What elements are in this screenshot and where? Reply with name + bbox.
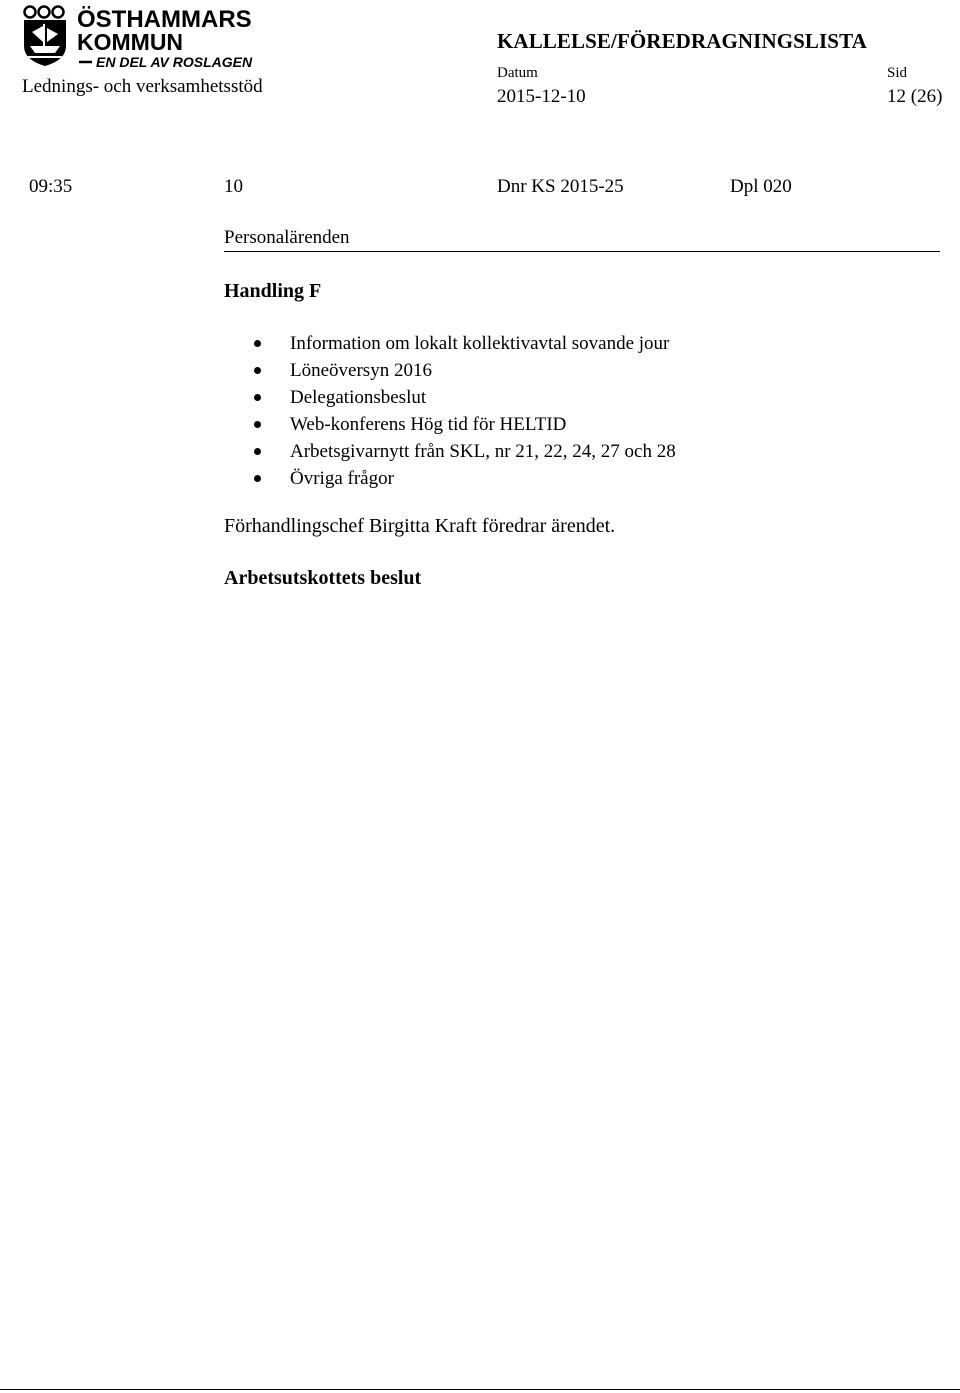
- list-item-text: Löneöversyn 2016: [290, 360, 432, 381]
- bullet-icon: [254, 340, 261, 347]
- department-name: Lednings- och verksamhetsstöd: [22, 76, 263, 97]
- decision-heading: Arbetsutskottets beslut: [224, 567, 422, 589]
- handling-heading: Handling F: [224, 280, 322, 302]
- list-item-text: Information om lokalt kollektivavtal sovande jour: [290, 333, 670, 354]
- date-label: Datum: [497, 65, 538, 81]
- bullet-icon: [254, 475, 261, 482]
- list-item-text: Delegationsbeslut: [290, 387, 427, 408]
- item-time: 09:35: [29, 176, 73, 197]
- bullet-icon: [254, 394, 261, 401]
- item-number: 10: [224, 176, 243, 197]
- item-dpl: Dpl 020: [730, 176, 792, 197]
- list-item: [250, 384, 676, 411]
- agenda-bullet-list: [250, 330, 676, 492]
- municipality-logo: [22, 2, 253, 70]
- date-value: 2015-12-10: [497, 86, 586, 107]
- bullet-icon: [254, 367, 261, 374]
- page-label: Sid: [887, 65, 908, 81]
- list-item: [250, 330, 676, 357]
- item-topic: Personalärenden: [224, 227, 350, 248]
- logo-tagline: EN DEL AV ROSLAGEN: [96, 54, 253, 70]
- footer-divider: [0, 1389, 960, 1390]
- list-item-text: Web-konferens Hög tid för HELTID: [290, 414, 567, 435]
- presenter-text: Förhandlingschef Birgitta Kraft föredrar ärendet.: [224, 515, 616, 537]
- list-item: [250, 465, 676, 492]
- logo-name: ÖSTHAMMARS: [77, 6, 252, 33]
- list-item: [250, 438, 676, 465]
- list-item-text: Övriga frågor: [290, 468, 394, 489]
- list-item: [250, 357, 676, 384]
- bullet-icon: [254, 448, 261, 455]
- page-value: 12 (26): [887, 86, 943, 107]
- document-type: KALLELSE/FÖREDRAGNINGSLISTA: [497, 29, 867, 53]
- logo-name2: KOMMUN: [77, 29, 184, 55]
- coat-of-arms-icon: [22, 2, 253, 70]
- topic-divider: [224, 251, 940, 252]
- item-dnr: Dnr KS 2015-25: [497, 176, 624, 197]
- list-item-text: Arbetsgivarnytt från SKL, nr 21, 22, 24, 27 och 28: [290, 441, 676, 462]
- list-item: [250, 411, 676, 438]
- bullet-icon: [254, 421, 261, 428]
